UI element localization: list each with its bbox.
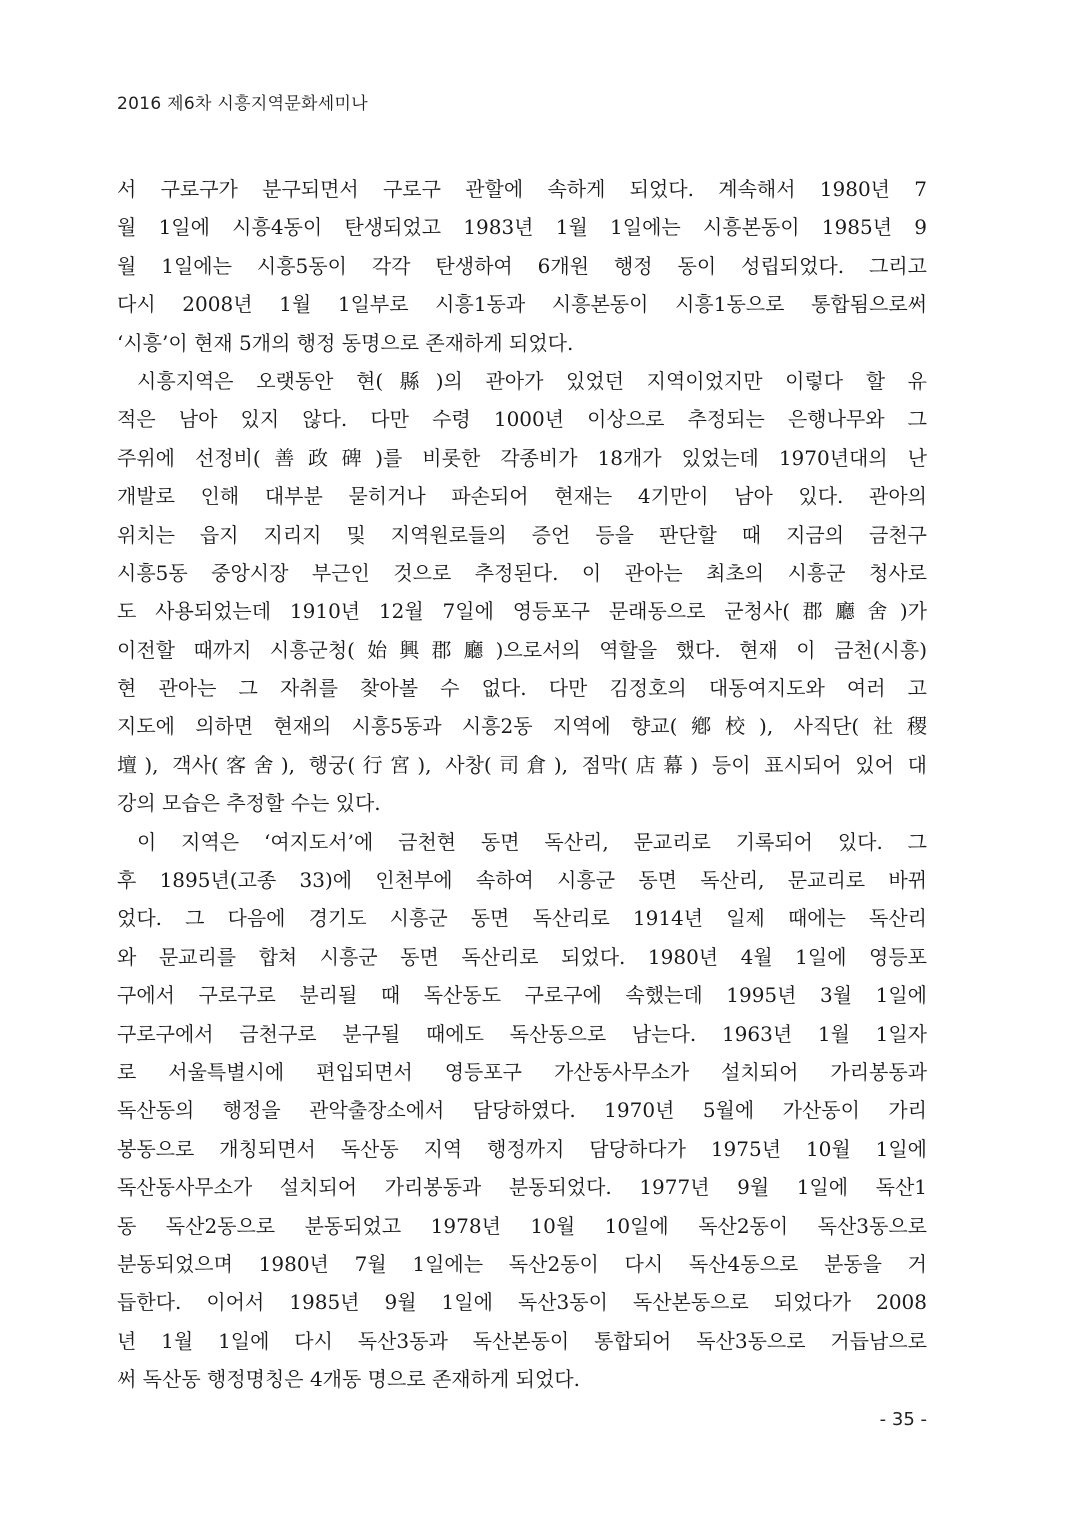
text-line: 도 사용되었는데 1910년 12월 7일에 영등포구 문래동으로 군청사(郡廳舍)가: [117, 599, 927, 624]
text-line: 었다. 그 다음에 경기도 시흥군 동면 독산리로 1914년 일제 때에는 독산리: [117, 906, 927, 931]
text-line: 이전할 때까지 시흥군청(始興郡廳)으로서의 역할을 했다. 현재 이 금천(시흥): [117, 637, 927, 662]
page-number: - 35 -: [879, 1409, 927, 1430]
text-line: 시흥5동 중앙시장 부근인 것으로 추정된다. 이 관아는 최초의 시흥군 청사로: [117, 560, 927, 585]
text-line: 적은 남아 있지 않다. 다만 수령 1000년 이상으로 추정되는 은행나무와 그: [117, 407, 927, 432]
paragraph-2: [117, 362, 927, 823]
text-line: 독산동사무소가 설치되어 가리봉동과 분동되었다. 1977년 9월 1일에 독산1: [117, 1175, 927, 1200]
text-line: 동 독산2동으로 분동되었고 1978년 10월 10일에 독산2동이 독산3동으로: [117, 1213, 927, 1238]
text-line: 후 1895년(고종 33)에 인천부에 속하여 시흥군 동면 독산리, 문교리로 바뀌: [117, 868, 927, 893]
text-line: 서 구로구가 분구되면서 구로구 관할에 속하게 되었다. 계속해서 1980년 7: [117, 177, 927, 201]
text-line: ‘시흥’이 현재 5개의 행정 동명으로 존재하게 되었다.: [117, 330, 574, 355]
running-header: 2016 제6차 시흥지역문화세미나: [117, 94, 368, 114]
text-line: 위치는 읍지 지리지 및 지역원로들의 증언 등을 판단할 때 지금의 금천구: [117, 522, 927, 547]
text-line: 구에서 구로구로 분리될 때 독산동도 구로구에 속했는데 1995년 3월 1일에: [117, 983, 927, 1008]
text-line: 년 1월 1일에 다시 독산3동과 독산본동이 통합되어 독산3동으로 거듭남으로: [117, 1328, 927, 1353]
text-line: 와 문교리를 합쳐 시흥군 동면 독산리로 되었다. 1980년 4월 1일에 영등포: [117, 944, 927, 969]
text-line: 로 서울특별시에 편입되면서 영등포구 가산동사무소가 설치되어 가리봉동과: [117, 1059, 927, 1084]
text-line: 구로구에서 금천구로 분구될 때에도 독산동으로 남는다. 1963년 1월 1일자: [117, 1021, 927, 1046]
body-text: [117, 170, 927, 1399]
text-line: 강의 모습은 추정할 수는 있다.: [117, 791, 381, 816]
text-line: 봉동으로 개칭되면서 독산동 지역 행정까지 담당하다가 1975년 10월 1일에: [117, 1136, 927, 1161]
text-line: 다시 2008년 1월 1일부로 시흥1동과 시흥본동이 시흥1동으로 통합됨으로써: [117, 292, 927, 317]
text-line: 시흥지역은 오랫동안 현(縣)의 관아가 있었던 지역이었지만 이렇다 할 유: [137, 368, 927, 393]
text-line: 독산동의 행정을 관악출장소에서 담당하였다. 1970년 5월에 가산동이 가리: [117, 1098, 927, 1123]
text-line: 지도에 의하면 현재의 시흥5동과 시흥2동 지역에 향교(鄕校), 사직단(社稷: [117, 714, 927, 739]
text-line: 개발로 인해 대부분 묻히거나 파손되어 현재는 4기만이 남아 있다. 관아의: [117, 484, 928, 509]
text-line: 壇), 객사(客舍), 행궁(行宮), 사창(司倉), 점막(店幕) 등이 표시되어 있어 대: [117, 752, 927, 777]
text-line: 써 독산동 행정명칭은 4개동 명으로 존재하게 되었다.: [117, 1367, 580, 1392]
text-line: 월 1일에는 시흥5동이 각각 탄생하여 6개원 행정 동이 성립되었다. 그리고: [117, 253, 927, 278]
text-line: 이 지역은 ‘여지도서’에 금천현 동면 독산리, 문교리로 기록되어 있다. 그: [137, 829, 927, 854]
text-line: 현 관아는 그 자취를 찾아볼 수 없다. 다만 김정호의 대동여지도와 여러 고: [117, 676, 927, 701]
text-line: 월 1일에 시흥4동이 탄생되었고 1983년 1월 1일에는 시흥본동이 1985년 9: [117, 215, 927, 240]
text-line: 분동되었으며 1980년 7월 1일에는 독산2동이 다시 독산4동으로 분동을 거: [117, 1251, 927, 1276]
text-line: 주위에 선정비(善政碑)를 비롯한 각종비가 18개가 있었는데 1970년대의 난: [117, 445, 927, 470]
text-line: 듭한다. 이어서 1985년 9월 1일에 독산3동이 독산본동으로 되었다가 2008: [117, 1290, 927, 1315]
paragraph-3: [117, 823, 927, 1399]
paragraph-1: [117, 170, 927, 362]
